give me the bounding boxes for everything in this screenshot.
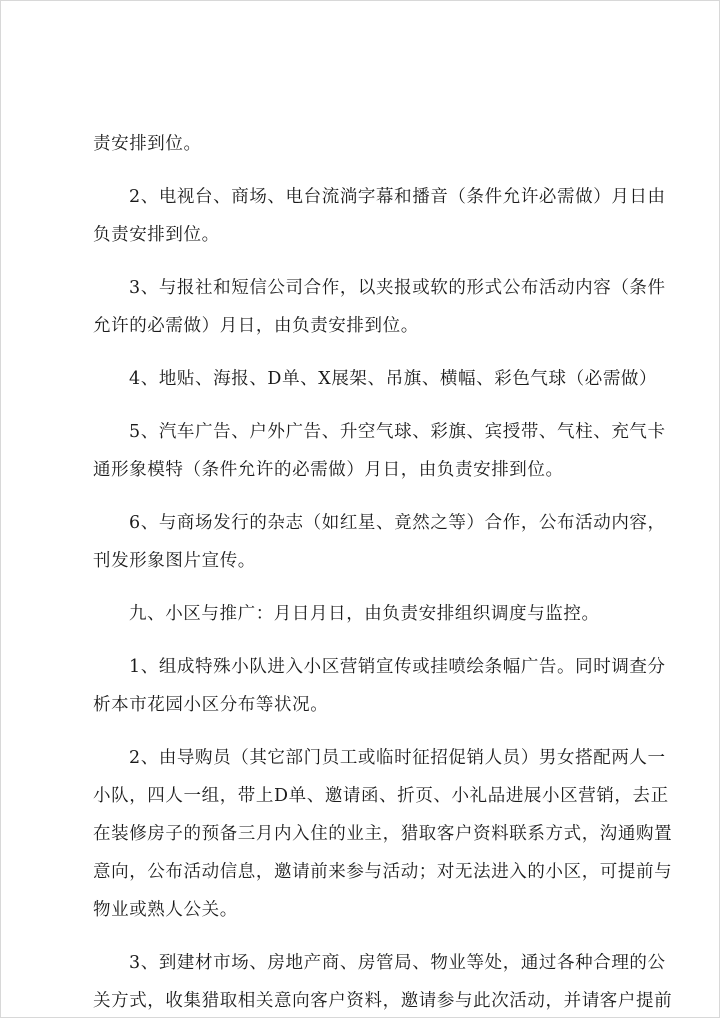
paragraph-line: 5、汽车广告、户外广告、升空气球、彩旗、宾授带、气柱、充气卡: [129, 422, 666, 442]
paragraph: [93, 504, 666, 580]
paragraph-line: 2、电视台、商场、电台流淌字幕和播音（条件允许必需做）月日由: [129, 187, 666, 207]
paragraph: [93, 739, 673, 929]
paragraph-line: 6、与商场发行的杂志（如红星、竟然之等）合作，公布活动内容，: [129, 513, 666, 533]
paragraph-line: 关方式，收集猎取相关意向客户资料，邀请参与此次活动，并请客户提前: [93, 991, 673, 1011]
paragraph-line: 刊发形象图片宣传。: [93, 551, 256, 571]
paragraph: [93, 269, 666, 345]
paragraph-line: 析本市花园小区分布等状况。: [93, 695, 329, 715]
paragraph: [93, 944, 673, 1020]
paragraph-line: 通形象模特（条件允许的必需做）月日，由负责安排到位。: [93, 460, 564, 480]
paragraph-line: 在装修房子的预备三月内入住的业主，猎取客户资料联系方式，沟通购置: [93, 824, 673, 844]
document-body: [93, 125, 673, 1035]
paragraph-line: 责安排到位。: [93, 134, 202, 154]
paragraph: [93, 125, 633, 163]
paragraph-line: 3、到建材市场、房地产商、房管局、物业等处，通过各种合理的公: [129, 953, 666, 973]
paragraph-line: 4、地贴、海报、D单、X展架、吊旗、横幅、彩色气球（必需做）: [129, 369, 658, 389]
paragraph-line: 物业或熟人公关。: [93, 900, 238, 920]
paragraph-line: 2、由导购员（其它部门员工或临时征招促销人员）男女搭配两人一: [129, 748, 666, 768]
paragraph-line: 九、小区与推广：月日月日，由负责安排组织调度与监控。: [129, 604, 600, 624]
paragraph-line: 负责安排到位。: [93, 225, 220, 245]
paragraph-line: 1、组成特殊小队进入小区营销宣传或挂喷绘条幅广告。同时调查分: [129, 657, 666, 677]
paragraph: [93, 178, 666, 254]
paragraph: [93, 360, 658, 398]
paragraph-line: 允许的必需做）月日，由负责安排到位。: [93, 316, 419, 336]
paragraph: [93, 413, 666, 489]
paragraph: [93, 595, 633, 633]
paragraph-line: 小队，四人一组，带上D单、邀请函、折页、小礼品进展小区营销，去正: [93, 786, 669, 806]
paragraph: [93, 648, 666, 724]
paragraph-line: 意向，公布活动信息，邀请前来参与活动；对无法进入的小区，可提前与: [93, 862, 673, 882]
paragraph-line: 3、与报社和短信公司合作，以夹报或软的形式公布活动内容（条件: [129, 278, 666, 298]
